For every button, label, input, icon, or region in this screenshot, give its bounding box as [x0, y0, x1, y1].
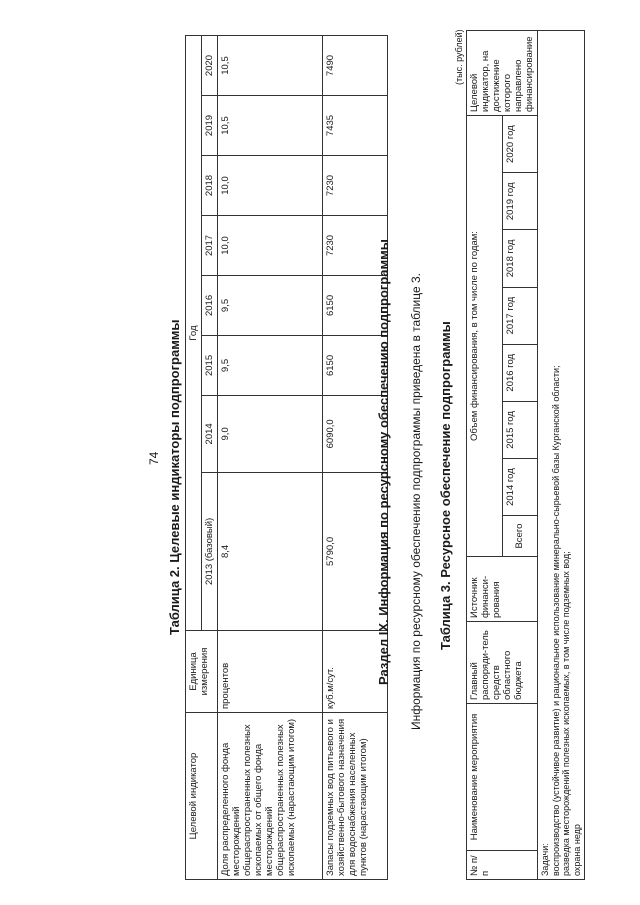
table2-row2-unit: куб.м/сут. — [323, 631, 388, 713]
table2-year-2019: 2019 — [202, 96, 218, 156]
table2-row1-v2016: 9,5 — [218, 275, 323, 335]
table2-row2-v2016: 6150 — [323, 275, 388, 335]
table3-header-2020: 2020 год — [502, 116, 538, 173]
table3-task-1: воспроизводство (устойчивое развитие) и рациональное использование минерально-сырьевой базы Курганской области; — [550, 365, 561, 876]
table3-header-2015: 2015 год — [502, 401, 538, 458]
table2-row2-v2019: 7435 — [323, 96, 388, 156]
table3-header-volume: Объем финансирования, в том числе по годам: — [467, 116, 503, 557]
table3-header-2017: 2017 год — [502, 287, 538, 344]
table2 — [185, 35, 388, 880]
table2-row2-v2015: 6150 — [323, 335, 388, 395]
table3-task-3: охрана недр — [571, 824, 582, 876]
section9-title: Раздел IX. Информация по ресурсному обеспечению подпрограммы — [376, 239, 391, 685]
table2-row1-v2017: 10,0 — [218, 215, 323, 275]
table2-row1-unit: процентов — [218, 631, 323, 713]
table2-header-unit: Единица измерения — [186, 631, 218, 713]
table2-row2-v2020: 7490 — [323, 36, 388, 96]
table3-header-target: Целевой индикатор, на достижение которого направлено финансирование — [467, 31, 538, 116]
table2-year-2018: 2018 — [202, 156, 218, 216]
table3-header-source: Источник финанси-рования — [467, 557, 538, 622]
table2-row1-v2013: 8,4 — [218, 472, 323, 630]
table-row — [218, 36, 323, 880]
table3 — [466, 30, 585, 880]
table2-year-2017: 2017 — [202, 215, 218, 275]
table2-year-2014: 2014 — [202, 395, 218, 472]
table3-header-manager: Главный распоряди-тель средств областного бюджета — [467, 622, 538, 704]
table3-header-2018: 2018 год — [502, 230, 538, 287]
table-row — [538, 31, 585, 880]
table2-year-2015: 2015 — [202, 335, 218, 395]
table3-header-name: Наименование мероприятия — [467, 704, 538, 851]
table3-header-2019: 2019 год — [502, 173, 538, 230]
table3-units-note: (тыс. рублей) — [454, 29, 464, 85]
table3-tasks-cell — [538, 31, 585, 880]
table2-year-2020: 2020 — [202, 36, 218, 96]
table3-header-total: Всего — [502, 516, 538, 557]
table2-row2-v2017: 7230 — [323, 215, 388, 275]
table2-header-indicator: Целевой индикатор — [186, 713, 218, 880]
table3-title: Таблица 3. Ресурсное обеспечение подпрограммы — [438, 321, 453, 650]
table3-header-2016: 2016 год — [502, 344, 538, 401]
table2-row1-v2020: 10,5 — [218, 36, 323, 96]
table2-row2-indicator: Запасы подземных вод питьевого и хозяйственно-бытового назначения для водоснабжения населенных пунктов (нарастающим итогом) — [323, 713, 388, 880]
table2-title: Таблица 2. Целевые индикаторы подпрограммы — [167, 319, 182, 635]
table2-row1-v2014: 9,0 — [218, 395, 323, 472]
table2-header-year: Год — [186, 36, 202, 631]
table2-row2-v2013: 5790,0 — [323, 472, 388, 630]
table2-year-2013: 2013 (базовый) — [202, 472, 218, 630]
table3-header-num: № п/п — [467, 851, 538, 880]
table2-year-2016: 2016 — [202, 275, 218, 335]
table2-row1-v2019: 10,5 — [218, 96, 323, 156]
table3-tasks-label: Задачи: — [540, 843, 550, 876]
table2-row2-v2014: 6090,0 — [323, 395, 388, 472]
table2-row2-v2018: 7230 — [323, 156, 388, 216]
table2-row1-v2015: 9,5 — [218, 335, 323, 395]
section9-text: Информация по ресурсному обеспечению подпрограммы приведена в таблице 3. — [409, 273, 423, 730]
table3-header-2014: 2014 год — [502, 458, 538, 515]
page-number: 74 — [147, 451, 161, 465]
table2-row1-v2018: 10,0 — [218, 156, 323, 216]
table3-task-2: разведка месторождений полезных ископаемых, в том числе подземных вод; — [561, 551, 571, 876]
table2-row1-indicator: Доля распределенного фонда месторождений общераспространенных полезных ископаемых от общего фонда месторождений общераспространенных полезных ископаемых (нарастающим итогом) — [218, 713, 323, 880]
